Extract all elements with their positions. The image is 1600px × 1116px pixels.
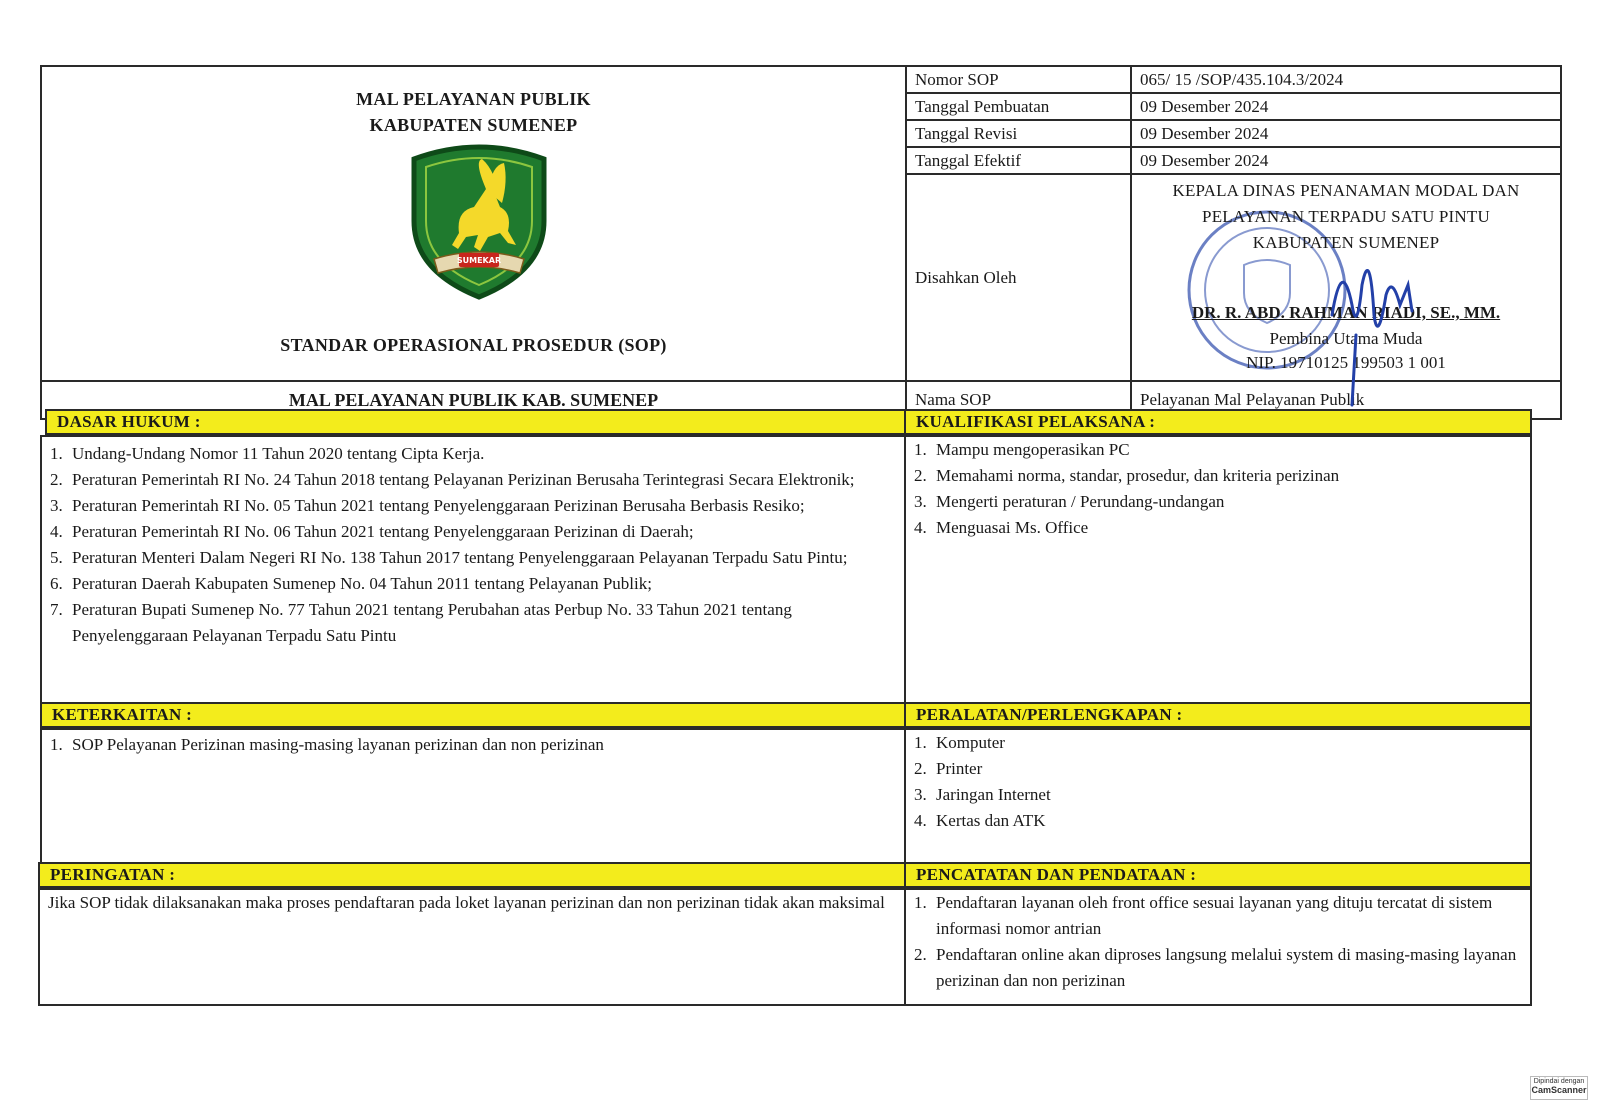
list-item: 2. Peraturan Pemerintah RI No. 24 Tahun 2018 tentang Pelayanan Perizinan Berusaha Terintegrasi Secara Elektronik;	[50, 470, 855, 489]
list-item: 1. Komputer	[914, 733, 1005, 752]
peralatan-list	[906, 730, 1530, 834]
list-item: 3. Peraturan Pemerintah RI No. 05 Tahun 2021 tentang Penyelenggaraan Perizinan Berusaha Berbasis Resiko;	[50, 496, 805, 515]
meta-value-nomor: 065/ 15 /SOP/435.104.3/2024	[1131, 66, 1561, 93]
pencatatan-heading: PENCATATAN DAN PENDATAAN :	[904, 862, 1532, 888]
list-item: 4. Peraturan Pemerintah RI No. 06 Tahun 2021 tentang Penyelenggaraan Perizinan di Daerah;	[50, 522, 694, 541]
dasar-hukum-cell	[40, 435, 906, 704]
list-item: 1. Undang-Undang Nomor 11 Tahun 2020 tentang Cipta Kerja.	[50, 444, 485, 463]
list-item: 1. Pendaftaran layanan oleh front office sesuai layanan yang dituju tercatat di sistem informasi nomor antrian	[914, 893, 1493, 938]
header-identity-cell	[41, 66, 906, 381]
approver-name: DR. R. ABD. RAHMAN RIADI, SE., MM.	[1191, 303, 1501, 322]
list-item: 1. Mampu mengoperasikan PC	[914, 440, 1130, 459]
kualifikasi-list	[906, 437, 1530, 541]
list-item: 4. Kertas dan ATK	[914, 811, 1046, 830]
sop-name-key: Nama SOP	[906, 381, 1131, 419]
unit-name: MAL PELAYANAN PUBLIK KAB. SUMENEP	[41, 381, 906, 419]
approver-nip: NIP. 19710125 199503 1 001	[1246, 353, 1446, 372]
list-item: 3. Mengerti peraturan / Perundang-undangan	[914, 492, 1225, 511]
keterkaitan-list	[42, 732, 904, 758]
list-item: 2. Memahami norma, standar, prosedur, dan kriteria perizinan	[914, 466, 1340, 485]
logo-banner-text: SUMEKAR	[456, 256, 502, 265]
watermark-line1: Dipindai dengan	[1533, 1078, 1585, 1085]
dasar-hukum-list	[42, 441, 887, 649]
document-title: STANDAR OPERASIONAL PROSEDUR (SOP)	[280, 335, 667, 355]
meta-key-pembuatan: Tanggal Pembuatan	[906, 93, 1131, 120]
camscanner-watermark	[1530, 1076, 1588, 1100]
org-name-line2: KABUPATEN SUMENEP	[369, 115, 578, 135]
list-item: 6. Peraturan Daerah Kabupaten Sumenep No. 04 Tahun 2011 tentang Pelayanan Publik;	[50, 574, 652, 593]
meta-value-efektif: 09 Desember 2024	[1131, 147, 1561, 174]
org-name-line1: MAL PELAYANAN PUBLIK	[356, 89, 591, 109]
sumenep-logo	[404, 141, 554, 301]
approver-title-line3: KABUPATEN SUMENEP	[1252, 233, 1440, 252]
approval-key: Disahkan Oleh	[906, 174, 1131, 381]
sop-header-table	[40, 65, 1562, 420]
meta-value-pembuatan: 09 Desember 2024	[1131, 93, 1561, 120]
meta-key-revisi: Tanggal Revisi	[906, 120, 1131, 147]
dasar-hukum-heading: DASAR HUKUM :	[45, 409, 906, 435]
sop-name-value: Pelayanan Mal Pelayanan Publik	[1131, 381, 1561, 419]
list-item: 3. Jaringan Internet	[914, 785, 1051, 804]
list-item: 5. Peraturan Menteri Dalam Negeri RI No. 138 Tahun 2017 tentang Penyelenggaraan Pelayanan Terpadu Satu Pintu;	[50, 548, 848, 567]
peringatan-heading: PERINGATAN :	[38, 862, 906, 888]
approver-title-line2: PELAYANAN TERPADU SATU PINTU	[1202, 207, 1490, 226]
list-item: 4. Menguasai Ms. Office	[914, 518, 1089, 537]
peralatan-cell	[904, 728, 1532, 864]
kualifikasi-cell	[904, 435, 1532, 704]
pencatatan-cell	[904, 888, 1532, 1006]
pencatatan-list	[906, 890, 1518, 994]
watermark-line2: CamScanner	[1531, 1085, 1587, 1095]
list-item: 7. Peraturan Bupati Sumenep No. 77 Tahun 2021 tentang Perubahan atas Perbup No. 33 Tahun 2021 tentang Penyelenggaraan Pelayanan Terpadu Satu Pintu	[50, 600, 792, 645]
sop-document	[40, 65, 1560, 1025]
peralatan-heading: PERALATAN/PERLENGKAPAN :	[904, 702, 1532, 728]
approver-rank: Pembina Utama Muda	[1269, 329, 1423, 348]
list-item: 2. Printer	[914, 759, 983, 778]
meta-key-nomor: Nomor SOP	[906, 66, 1131, 93]
list-item: 2. Pendaftaran online akan diproses langsung melalui system di masing-masing layanan perizinan dan non perizinan	[914, 945, 1517, 990]
signature-icon	[1312, 215, 1432, 415]
peringatan-cell	[38, 888, 906, 1006]
peringatan-text: Jika SOP tidak dilaksanakan maka proses pendaftaran pada loket layanan perizinan dan non perizinan tidak akan maksimal	[48, 893, 885, 912]
meta-value-revisi: 09 Desember 2024	[1131, 120, 1561, 147]
meta-key-efektif: Tanggal Efektif	[906, 147, 1131, 174]
kualifikasi-heading: KUALIFIKASI PELAKSANA :	[904, 409, 1532, 435]
approver-title-line1: KEPALA DINAS PENANAMAN MODAL DAN	[1172, 181, 1520, 200]
approval-cell	[1131, 174, 1561, 381]
list-item: 1. SOP Pelayanan Perizinan masing-masing layanan perizinan dan non perizinan	[50, 735, 604, 754]
keterkaitan-cell	[40, 728, 906, 864]
keterkaitan-heading: KETERKAITAN :	[40, 702, 906, 728]
